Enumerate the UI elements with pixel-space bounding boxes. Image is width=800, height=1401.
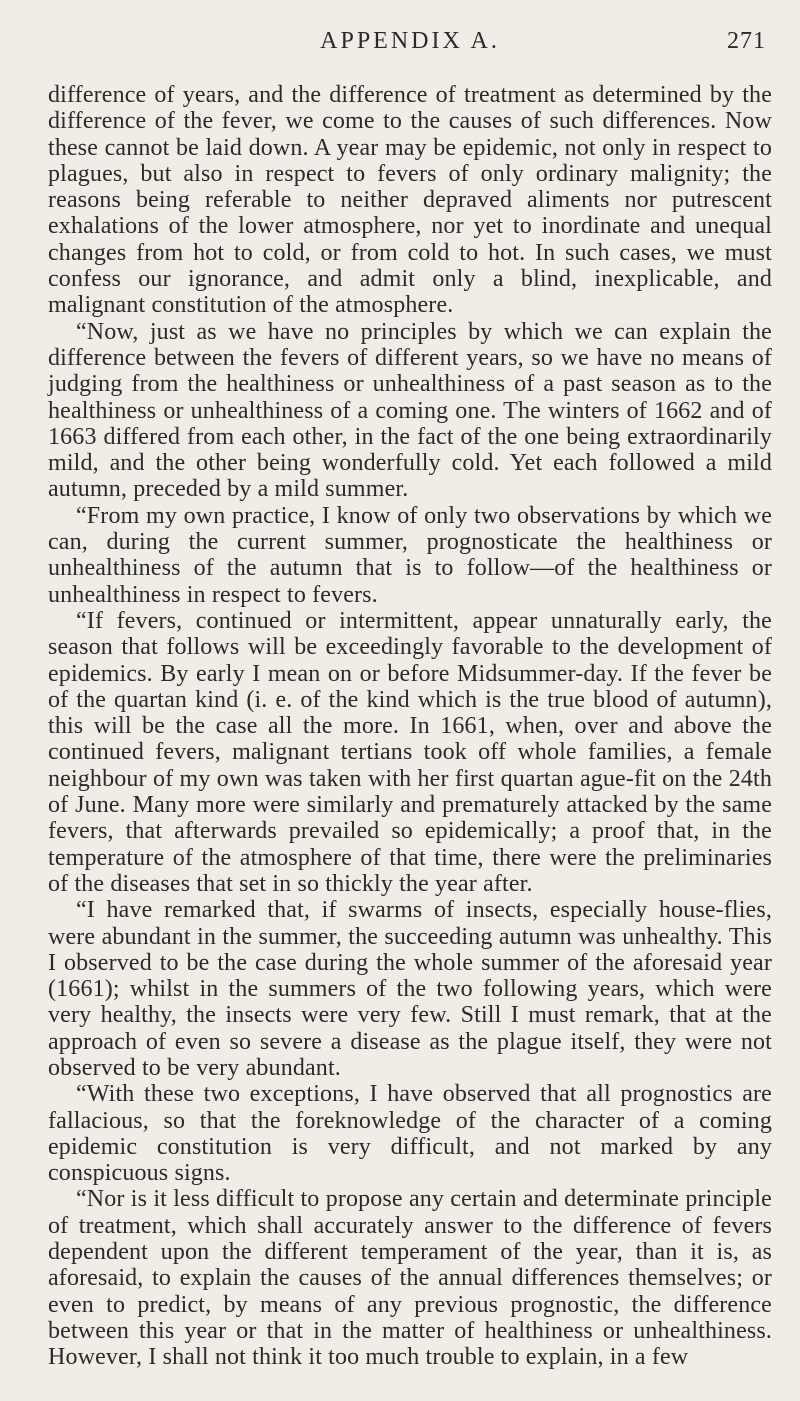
running-head bbox=[48, 0, 772, 64]
paragraph-6: “With these two exceptions, I have observed that all prognostics are fallacious, so that the foreknowledge of the character of a coming epidemic constitution is very difficult, and not marked by any conspicuous signs. bbox=[48, 1081, 772, 1187]
paragraph-5: “I have remarked that, if swarms of insects, especially house-flies, were abundant in the summer, the succeeding autumn was unhealthy. This I observed to be the case during the whole summer of the aforesaid year (1661); whilst in the summers of the two following years, which were very healthy, the insects were very few. Still I must remark, that at the approach of even so severe a disease as the plague itself, they were not observed to be very abundant. bbox=[48, 897, 772, 1081]
paragraph-4: “If fevers, continued or intermittent, appear unnaturally early, the season that follows will be exceedingly favorable to the development of epidemics. By early I mean on or before Midsummer-day. If the fever be of the quartan kind (i. e. of the kind which is the true blood of autumn), this will be the case all the more. In 1661, when, over and above the continued fevers, malignant tertians took off whole families, a female neighbour of my own was taken with her first quartan ague-fit on the 24th of June. Many more were similarly and prematurely attacked by the same fevers, that afterwards prevailed so epidemically; a proof that, in the temperature of the atmosphere of that time, there were the preliminaries of the diseases that set in so thickly the year after. bbox=[48, 607, 772, 897]
body-text bbox=[48, 82, 772, 1371]
page-number: 271 bbox=[727, 28, 766, 54]
paragraph-2: “Now, just as we have no principles by which we can explain the difference between the fevers of different years, so we have no means of judging from the healthiness or unhealthiness of a past season as to the healthiness or unhealthiness of a coming one. The winters of 1662 and of 1663 differed from each other, in the fact of the one being extraordinarily mild, and the other being wonderfully cold. Yet each followed a mild autumn, preceded by a mild summer. bbox=[48, 318, 772, 503]
running-title: APPENDIX A. bbox=[320, 28, 500, 54]
paragraph-1: difference of years, and the difference of treatment as determined by the difference of the fever, we come to the causes of such differences. Now these cannot be laid down. A year may be epidemic, not only in respect to plagues, but also in respect to fevers of only ordinary malignity; the reasons being referable to neither depraved aliments nor putrescent exhalations of the lower atmosphere, nor yet to inordinate and unequal changes from hot to cold, or from cold to hot. In such cases, we must confess our ignorance, and admit only a blind, inexplicable, and malignant constitution of the atmosphere. bbox=[48, 82, 772, 319]
paragraph-7: “Nor is it less difficult to propose any certain and determinate principle of treatment, which shall accurately answer to the difference of fevers dependent upon the different temperament of the year, than it is, as aforesaid, to explain the causes of the annual differences themselves; or even to predict, by means of any previous prognostic, the difference between this year or that in the matter of healthiness or unhealthiness. However, I shall not think it too much trouble to explain, in a few bbox=[48, 1186, 772, 1371]
paragraph-3: “From my own practice, I know of only two observations by which we can, during the current summer, prognosticate the healthiness or unhealthiness of the autumn that is to follow—of the healthiness or unhealthiness in respect to fevers. bbox=[48, 502, 772, 608]
